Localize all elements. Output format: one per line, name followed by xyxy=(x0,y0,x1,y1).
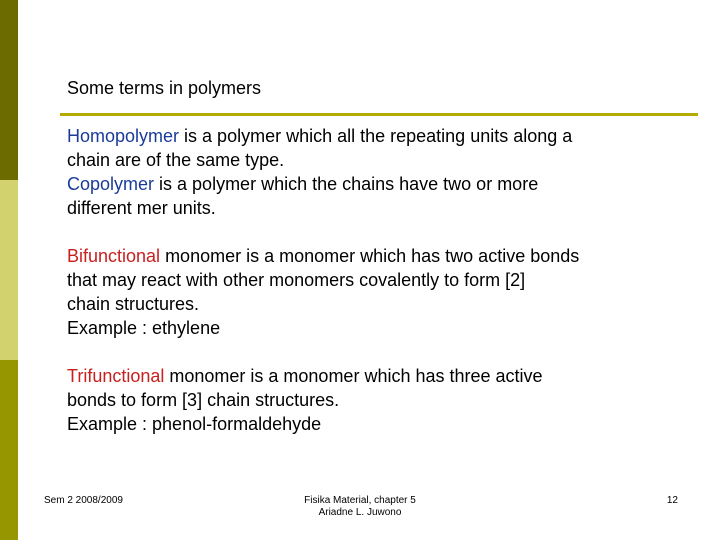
slide-title: Some terms in polymers xyxy=(67,78,262,98)
trifunctional-term: Trifunctional xyxy=(67,366,165,386)
trifunctional-definition-line-1 xyxy=(67,364,667,388)
sidebar-band-middle xyxy=(0,180,18,360)
footer-course-title: Fisika Material, chapter 5 xyxy=(304,495,416,506)
trifunctional-text: monomer is a monomer which has three active xyxy=(164,366,543,386)
bifunctional-example: Example : ethylene xyxy=(67,318,221,338)
footer-course-info xyxy=(270,495,450,519)
trifunctional-definition-line-2: bonds to form [3] chain structures. xyxy=(67,390,340,410)
homopolymer-term: Homopolymer xyxy=(67,126,180,146)
copolymer-definition-line-1 xyxy=(67,172,667,196)
sidebar-band-top xyxy=(0,0,18,180)
copolymer-definition-line-2: different mer units. xyxy=(67,198,216,218)
bifunctional-definition-line-3: chain structures. xyxy=(67,294,200,314)
copolymer-text: is a polymer which the chains have two or more xyxy=(154,174,539,194)
bifunctional-definition-line-2: that may react with other monomers covalently to form [2] xyxy=(67,270,526,290)
footer-page-number: 12 xyxy=(666,495,678,506)
footer-author: Ariadne L. Juwono xyxy=(318,507,402,518)
sidebar-band-bottom xyxy=(0,360,18,540)
title-divider xyxy=(60,113,698,116)
bifunctional-text: monomer is a monomer which has two active bonds xyxy=(160,246,580,266)
trifunctional-block xyxy=(67,364,667,436)
bifunctional-block xyxy=(67,244,667,340)
homopolymer-definition-line-1 xyxy=(67,124,667,148)
definitions-block xyxy=(67,124,667,220)
footer-semester: Sem 2 2008/2009 xyxy=(44,495,123,506)
homopolymer-definition-line-2: chain are of the same type. xyxy=(67,150,285,170)
bifunctional-term: Bifunctional xyxy=(67,246,161,266)
bifunctional-definition-line-1 xyxy=(67,244,667,268)
copolymer-term: Copolymer xyxy=(67,174,155,194)
homopolymer-text: is a polymer which all the repeating units along a xyxy=(179,126,573,146)
trifunctional-example: Example : phenol-formaldehyde xyxy=(67,414,322,434)
